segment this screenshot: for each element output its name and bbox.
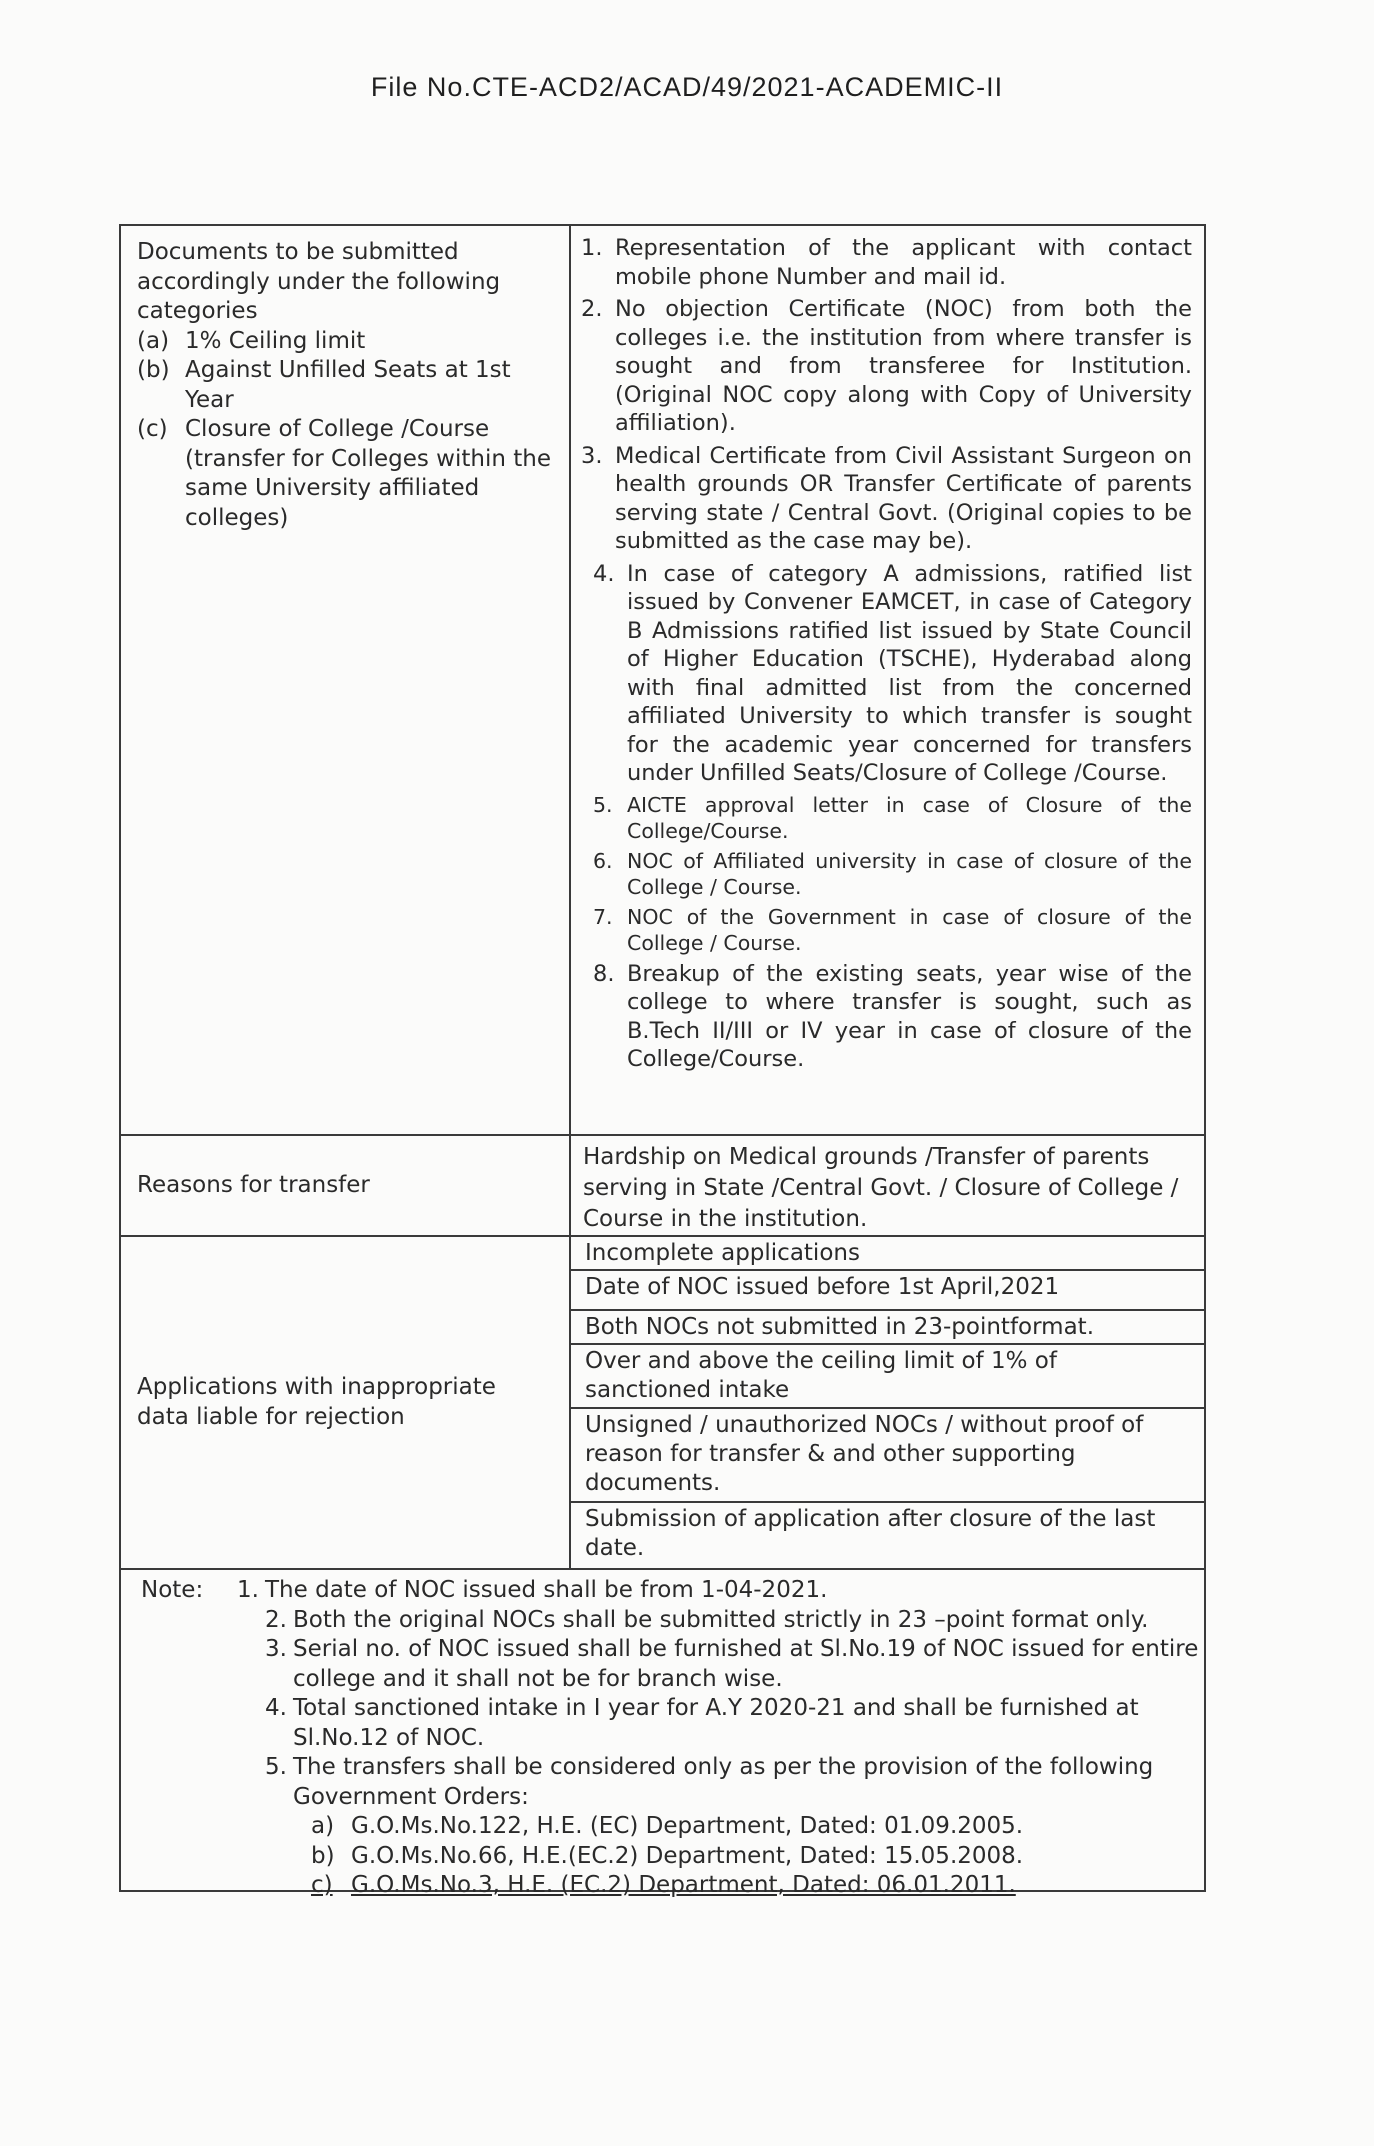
note-item: Note: 1. The date of NOC issued shall be from 1-04-2021. (141, 1577, 828, 1603)
category-b: (b) Against Unfilled Seats at 1st Year (137, 357, 511, 413)
note-item: 5. The transfers shall be considered only as per the provision of the following Government Orders: (265, 1754, 1154, 1810)
document-item: 5. AICTE approval letter in case of Closure of the College/Course. (593, 792, 1192, 843)
rejection-row (121, 1237, 1204, 1570)
government-order: a) G.O.Ms.No.122, H.E. (EC) Department, Dated: 01.09.2005. (311, 1813, 1024, 1839)
category-c: (c) Closure of College /Course (transfer for Colleges within the same University affiliated colleges) (137, 416, 551, 531)
document-item: 2. No objection Certificate (NOC) from both the colleges i.e. the institution from where transfer is sought and from transferee for Institution. (Original NOC copy along with Copy of University affiliation). (581, 296, 1192, 436)
documents-list-cell (571, 226, 1204, 1134)
documents-intro: Documents to be submitted accordingly under the following categories (137, 239, 501, 324)
reasons-text: Hardship on Medical grounds /Transfer of parents serving in State /Central Govt. / Closure of College / Course in the institution. (583, 1144, 1179, 1232)
note-item: 2. Both the original NOCs shall be submitted strictly in 23 –point format only. (265, 1606, 1149, 1633)
document-item: 1. Representation of the applicant with contact mobile phone Number and mail id. (581, 235, 1192, 290)
government-order: c) G.O.Ms.No.3, H.E. (EC.2) Department, Dated: 06.01.2011. (311, 1872, 1016, 1898)
note-item: 3. Serial no. of NOC issued shall be furnished at Sl.No.19 of NOC issued for entire college and it shall not be for branch wise. (265, 1636, 1199, 1692)
document-item: 4. In case of category A admissions, ratified list issued by Convener EAMCET, in case of Category B Admissions ratified list issued by State Council of Higher Education (TSCHE), Hyderabad along with final admitted list from the concerned affiliated University to which transfer is sought for the academic year concerned for transfers under Unfilled Seats/Closure of College /Course. (593, 560, 1192, 786)
rejection-item: Over and above the ceiling limit of 1% of sanctioned intake (571, 1345, 1204, 1409)
document-item: 8. Breakup of the existing seats, year wise of the college to where transfer is sought, such as B.Tech II/III or IV year in case of closure of the College/Course. (593, 960, 1192, 1072)
documents-row (121, 226, 1204, 1136)
reasons-row (121, 1136, 1204, 1237)
document-item: 6. NOC of Affiliated university in case of closure of the College / Course. (593, 848, 1192, 899)
rejection-item: Date of NOC issued before 1st April,2021 (571, 1271, 1204, 1311)
government-order: b) G.O.Ms.No.66, H.E.(EC.2) Department, Dated: 15.05.2008. (311, 1842, 1024, 1869)
file-number-heading: File No.CTE-ACD2/ACAD/49/2021-ACADEMIC-II (370, 72, 1004, 102)
document-item: 7. NOC of the Government in case of closure of the College / Course. (593, 904, 1192, 955)
rejection-item: Unsigned / unauthorized NOCs / without proof of reason for transfer & and other supporting documents. (571, 1409, 1204, 1503)
rejection-item: Incomplete applications (571, 1237, 1204, 1271)
note-section (121, 1570, 1204, 1898)
rejection-item: Submission of application after closure of the last date. (585, 1506, 1156, 1561)
documents-label-cell (121, 226, 571, 1134)
documents-table (119, 224, 1206, 1898)
rejection-item: Both NOCs not submitted in 23-pointformat. (571, 1311, 1204, 1345)
rejection-list (571, 1237, 1204, 1568)
rejection-label: Applications with inappropriate data liable for rejection (121, 1237, 571, 1568)
document-item: 3. Medical Certificate from Civil Assistant Surgeon on health grounds OR Transfer Certificate of parents serving state / Central Govt. (Original copies to be submitted as the case may be). (581, 442, 1192, 554)
reasons-label: Reasons for transfer (121, 1136, 571, 1235)
category-a: (a) 1% Ceiling limit (137, 327, 366, 354)
note-item: 4. Total sanctioned intake in I year for A.Y 2020-21 and shall be furnished at Sl.No.12 of NOC. (265, 1695, 1139, 1751)
